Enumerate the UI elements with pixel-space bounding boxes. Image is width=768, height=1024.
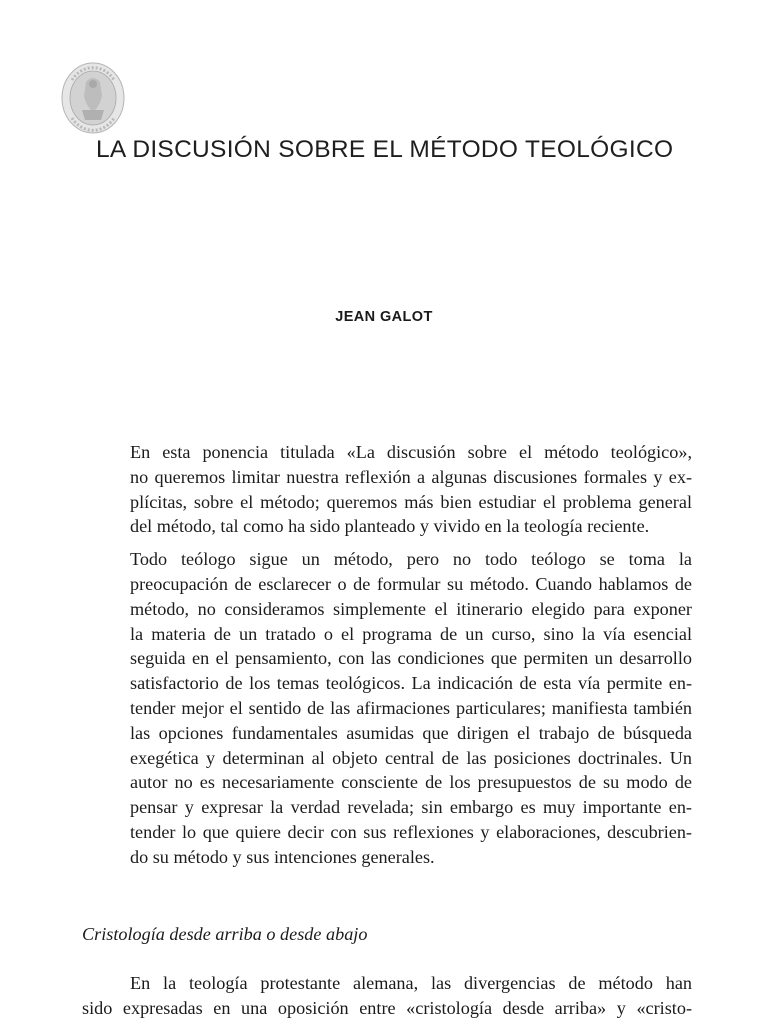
text-line: pensar y expresar la verdad revelada; sin embargo es muy importante en- bbox=[130, 797, 692, 818]
author-name: JEAN GALOT bbox=[335, 309, 433, 325]
text-line: seguida en el pensamiento, con las condiciones que permiten un desarrollo bbox=[130, 648, 692, 669]
text-line: exegética y determinan al objeto central de las posiciones doctrinales. Un bbox=[130, 747, 692, 768]
text-line: método, no consideramos simplemente el itinerario elegido para exponer bbox=[130, 598, 692, 619]
text-line: las opciones fundamentales asumidas que dirigen el trabajo de búsqueda bbox=[130, 722, 692, 743]
text-line: preocupación de esclarecer o de formular su método. Cuando hablamos de bbox=[130, 573, 692, 594]
page-title: LA DISCUSIÓN SOBRE EL MÉTODO TEOLÓGICO bbox=[96, 136, 674, 163]
text-line: satisfactorio de los temas teológicos. La indicación de esta vía permite en- bbox=[130, 673, 692, 694]
text-line: tender lo que quiere decir con sus reflexiones y elaboraciones, descubrien- bbox=[130, 821, 692, 842]
paragraph-1 bbox=[82, 440, 692, 539]
section-heading: Cristología desde arriba o desde abajo bbox=[82, 924, 368, 944]
text-line: tender mejor el sentido de las afirmaciones particulares; manifiesta también bbox=[130, 697, 692, 718]
text-line: En la teología protestante alemana, las divergencias de método han bbox=[130, 973, 692, 993]
text-line: sido expresadas en una oposición entre «cristología desde arriba» y «cristo- bbox=[82, 997, 692, 1018]
text-line: la materia de un tratado o el programa de un curso, sino la vía esencial bbox=[130, 623, 692, 644]
body-text bbox=[82, 440, 692, 870]
university-seal-logo bbox=[60, 60, 126, 136]
text-line: no queremos limitar nuestra reflexión a algunas discusiones formales y ex- bbox=[130, 466, 692, 487]
text-line: Todo teólogo sigue un método, pero no todo teólogo se toma la bbox=[130, 549, 692, 570]
text-line: del método, tal como ha sido planteado y vivido en la teología reciente. bbox=[130, 516, 650, 537]
text-line: plícitas, sobre el método; queremos más bien estudiar el problema general bbox=[130, 491, 692, 512]
paragraph-3 bbox=[82, 971, 692, 1021]
text-line: En esta ponencia titulada «La discusión sobre el método teológico», bbox=[130, 442, 692, 462]
paragraph-2 bbox=[82, 547, 692, 869]
text-line: do su método y sus intenciones generales. bbox=[130, 846, 435, 867]
text-line: autor no es necesariamente consciente de los presupuestos de su modo de bbox=[130, 772, 692, 793]
